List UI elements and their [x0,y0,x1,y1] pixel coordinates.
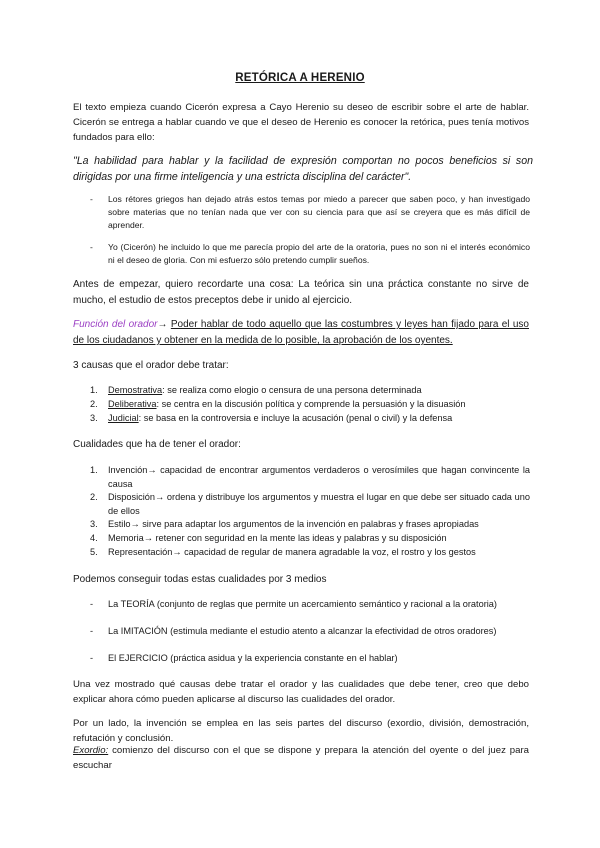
list-number: 3. [90,519,98,529]
list-item [90,241,530,267]
list-item [90,398,530,412]
reason-text: Los rétores griegos han dejado atrás estos temas por miedo a parecer que saben poco, y han investigado sobre materias que no tenían nada que ver con su ciencia para que así se creyera que es más difícil de aprender. [108,194,530,230]
dash-bullet: - [90,626,94,636]
list-number: 1. [90,465,98,475]
dash-bullet: - [90,653,94,663]
list-number: 5. [90,547,98,557]
list-item [90,518,530,532]
list-item [90,464,530,491]
list-number: 4. [90,533,98,543]
list-number: 2. [90,492,98,502]
quality-text: Disposición→ ordena y distribuye los argumentos y muestra el lugar en que debe ser situado cada uno de ellos [108,492,530,516]
list-number: 3. [90,413,98,423]
transition-paragraph: Una vez mostrado qué causas debe tratar el orador y las cualidades que debe tener, creo que debo explicar ahora cómo pueden aplicarse al discurso las cualidades del orador. [73,679,529,705]
list-item [90,546,530,560]
means-heading: Podemos conseguir todas estas cualidades por 3 medios [73,574,327,585]
means-text: La TEORÍA (conjunto de reglas que permite un acercamiento semántico y racional a la oratoria) [108,599,497,609]
list-item [90,384,530,398]
cause-description: : se centra en la discusión política y comprende la persuasión y la disuasión [156,399,466,409]
cause-description: : se basa en la controversia e incluye la acusación (penal o civil) y la defensa [138,413,453,423]
list-item [90,532,530,546]
quality-text: Estilo→ sirve para adaptar los argumentos de la invención en palabras y frases apropiadas [108,519,479,529]
arrow-icon: → [157,319,168,330]
cause-term: Deliberativa [108,399,157,409]
means-text: La IMITACIÓN (estimula mediante el estudio atento a alcanzar la efectividad de otros oradores) [108,626,497,636]
exordio-paragraph [73,743,529,773]
dash-bullet: - [90,242,93,252]
list-number: 2. [90,399,98,409]
cause-description: : se realiza como elogio o censura de una persona determinada [162,385,422,395]
exordio-text: comienzo del discurso con el que se dispone y prepara la atención del oyente o del juez para escuchar [73,745,529,771]
reason-text: Yo (Cicerón) he incluido lo que me parecía propio del arte de la oratoria, pues no son ni el interés económico ni el deseo de gloria. Con mi esfuerzo sólo pretendo cumplir sueños. [108,242,530,265]
cause-term: Judicial [108,413,139,423]
quality-text: Memoria→ retener con seguridad en la mente las ideas y palabras y su disposición [108,533,447,543]
list-item [90,491,530,518]
exordio-label: Exordio: [73,745,109,756]
function-label: Función del orador [73,319,158,330]
list-item [90,193,530,232]
quote-paragraph: "La habilidad para hablar y la facilidad de expresión comportan no pocos beneficios si son dirigidas por una firme inteligencia y una estricta disciplina del carácter". [73,155,533,183]
invention-paragraph: Por un lado, la invención se emplea en las seis partes del discurso (exordio, división, demostración, refutación y conclusión. [73,718,529,744]
dash-bullet: - [90,599,94,609]
list-number: 1. [90,385,98,395]
qualities-heading: Cualidades que ha de tener el orador: [73,439,241,450]
quality-text: Representación→ capacidad de regular de manera agradable la voz, el rostro y los gestos [108,547,476,557]
list-item [90,598,530,612]
function-paragraph [73,317,529,349]
means-text: El EJERCICIO (práctica asidua y la experiencia constante en el hablar) [108,653,398,663]
document-title: RETÓRICA A HERENIO [235,72,365,84]
dash-bullet: - [90,194,93,204]
quality-text: Invención→ capacidad de encontrar argumentos verdaderos o verosímiles que hagan convincente la causa [108,465,530,489]
intro-paragraph: El texto empieza cuando Cicerón expresa a Cayo Herenio su deseo de escribir sobre el arte de hablar. Cicerón se entrega a hablar cuando ve que el deseo de Herenio es conocer la retórica, pues tenía motivos fundados para ello: [73,102,529,143]
function-text: Poder hablar de todo aquello que las costumbres y leyes han fijado para el uso de los ciudadanos y obtener en la medida de lo posible, la aprobación de los oyentes. [73,319,529,346]
list-item [90,412,530,426]
cause-term: Demostrativa [108,385,163,395]
list-item [90,625,530,639]
causes-heading: 3 causas que el orador debe tratar: [73,360,229,371]
list-item [90,652,530,666]
before-paragraph: Antes de empezar, quiero recordarte una cosa: La teórica sin una práctica constante no sirve de mucho, el estudio de estos preceptos debe ir unido al ejercicio. [73,279,529,306]
